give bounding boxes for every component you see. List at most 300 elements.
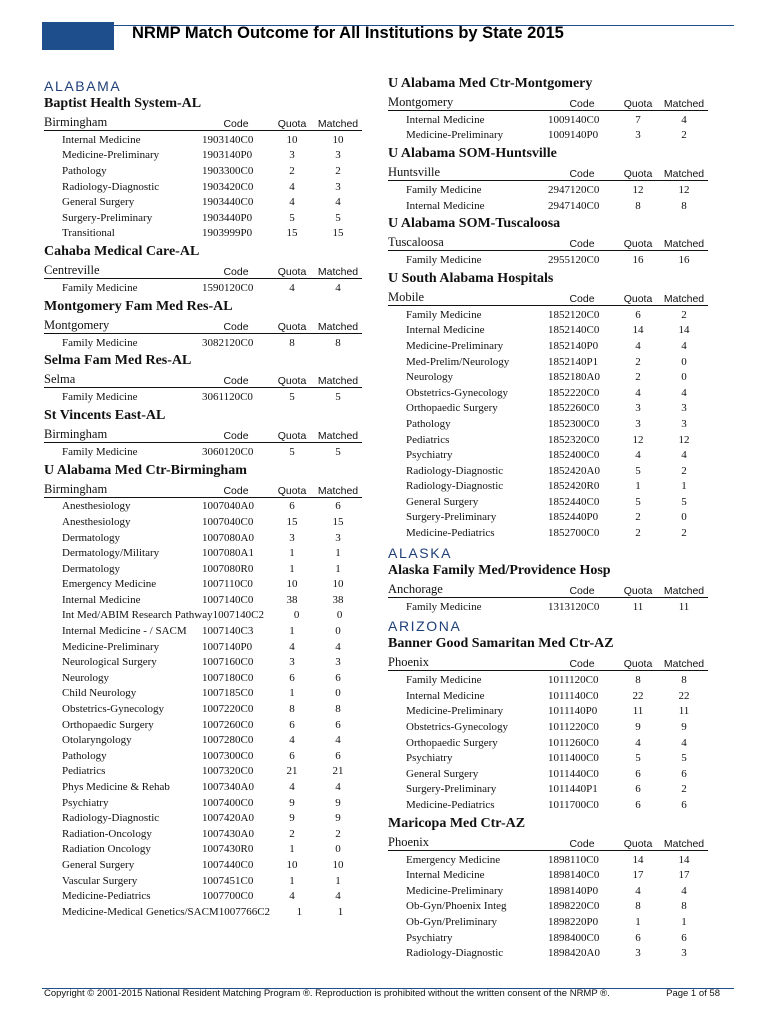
quota-header: Quota xyxy=(623,238,653,251)
program-code: 1590120C0 xyxy=(202,281,254,294)
page-title: NRMP Match Outcome for All Institutions by State 2015 xyxy=(132,24,564,42)
program-matched: 3 xyxy=(335,531,341,544)
program-code: 1903140P0 xyxy=(202,149,253,162)
program-matched: 9 xyxy=(335,812,341,825)
program-row xyxy=(44,795,362,811)
program-matched: 10 xyxy=(332,578,344,591)
program-quota: 8 xyxy=(289,336,295,349)
program-row xyxy=(388,432,708,448)
program-quota: 5 xyxy=(635,464,641,477)
program-code: 1852260C0 xyxy=(548,402,600,415)
program-name: Emergency Medicine xyxy=(406,853,501,866)
program-code: 1852300C0 xyxy=(548,417,600,430)
program-row xyxy=(388,914,708,930)
program-code: 1011440C0 xyxy=(548,767,599,780)
program-name: Otolaryngology xyxy=(62,734,132,747)
code-header: Code xyxy=(223,484,249,497)
program-quota: 7 xyxy=(635,113,641,126)
quota-header: Quota xyxy=(623,168,653,181)
institution-name: Cahaba Medical Care-AL xyxy=(44,244,200,260)
program-code: 1007180C0 xyxy=(202,671,254,684)
matched-header: Matched xyxy=(663,292,705,305)
program-name: Radiation-Oncology xyxy=(62,827,152,840)
program-quota: 8 xyxy=(635,199,641,212)
program-name: Emergency Medicine xyxy=(62,578,157,591)
program-quota: 6 xyxy=(289,718,295,731)
city-name: Phoenix xyxy=(388,655,429,670)
program-row xyxy=(44,904,362,920)
institution-name: U Alabama SOM-Tuscaloosa xyxy=(388,216,561,232)
program-name: Internal Medicine xyxy=(406,689,485,702)
program-name: Obstetrics-Gynecology xyxy=(406,721,509,734)
program-matched: 8 xyxy=(335,703,341,716)
program-row xyxy=(388,672,708,688)
program-quota: 9 xyxy=(635,721,641,734)
program-quota: 16 xyxy=(632,254,644,267)
program-code: 1852120C0 xyxy=(548,308,600,321)
program-code: 1007040C0 xyxy=(202,515,254,528)
program-row xyxy=(44,717,362,733)
program-name: Internal Medicine xyxy=(62,593,141,606)
program-row xyxy=(388,782,708,798)
program-matched: 8 xyxy=(681,674,687,687)
program-code: 1007110C0 xyxy=(202,578,253,591)
program-row xyxy=(388,599,708,615)
program-code: 1852440C0 xyxy=(548,495,600,508)
program-code: 1011700C0 xyxy=(548,799,599,812)
code-header: Code xyxy=(569,98,595,110)
matched-header: Matched xyxy=(317,429,359,442)
program-quota: 21 xyxy=(286,765,298,778)
program-matched: 2 xyxy=(681,527,687,540)
program-matched: 2 xyxy=(681,464,687,477)
program-matched: 6 xyxy=(681,767,687,780)
program-name: Transitional xyxy=(62,227,115,240)
program-matched: 15 xyxy=(332,227,344,240)
program-matched: 9 xyxy=(681,721,687,734)
program-row xyxy=(44,686,362,702)
program-code: 2955120C0 xyxy=(548,254,600,267)
program-quota: 3 xyxy=(635,417,641,430)
program-name: Psychiatry xyxy=(406,449,453,462)
matched-header: Matched xyxy=(663,837,705,850)
program-quota: 9 xyxy=(289,812,295,825)
institution-block xyxy=(44,408,362,460)
program-row xyxy=(388,198,708,214)
program-name: Family Medicine xyxy=(406,674,482,687)
institution-block xyxy=(388,216,708,268)
city-name: Huntsville xyxy=(388,165,441,180)
program-matched: 6 xyxy=(681,931,687,944)
program-name: Orthopaedic Surgery xyxy=(62,718,154,731)
program-code: 1852320C0 xyxy=(548,433,600,446)
program-row xyxy=(44,545,362,561)
city-header-row xyxy=(388,833,708,851)
institution-block xyxy=(44,244,362,296)
program-code: 1898110C0 xyxy=(548,853,599,866)
program-matched: 1 xyxy=(335,547,341,560)
city-header-row xyxy=(388,163,708,181)
program-name: Family Medicine xyxy=(406,308,482,321)
program-quota: 2 xyxy=(635,355,641,368)
program-row xyxy=(388,852,708,868)
program-code: 1007280C0 xyxy=(202,734,254,747)
program-quota: 4 xyxy=(289,890,295,903)
program-code: 1007080A0 xyxy=(202,531,254,544)
program-name: Internal Medicine xyxy=(406,199,485,212)
program-name: Dermatology xyxy=(62,562,121,575)
program-code: 1898220C0 xyxy=(548,900,600,913)
program-name: General Surgery xyxy=(406,767,479,780)
program-row xyxy=(44,179,362,195)
program-row xyxy=(388,128,708,144)
program-code: 1852700C0 xyxy=(548,527,600,540)
program-code: 1852140P1 xyxy=(548,355,599,368)
program-code: 3082120C0 xyxy=(202,336,254,349)
program-row xyxy=(388,479,708,495)
program-matched: 4 xyxy=(681,113,687,126)
institution-block xyxy=(388,816,708,961)
program-name: Internal Medicine - / SACM xyxy=(62,625,187,638)
program-name: Med-Prelim/Neurology xyxy=(406,355,510,368)
program-quota: 12 xyxy=(632,433,644,446)
code-header: Code xyxy=(223,266,249,279)
program-code: 1007766C2 xyxy=(218,905,271,918)
program-matched: 2 xyxy=(681,783,687,796)
quota-header: Quota xyxy=(277,266,307,279)
matched-header: Matched xyxy=(317,484,359,497)
matched-header: Matched xyxy=(663,98,705,110)
program-name: Medicine-Medical Genetics/SACM xyxy=(62,905,219,918)
city-name: Mobile xyxy=(388,289,425,304)
program-quota: 8 xyxy=(635,900,641,913)
city-name: Montgomery xyxy=(44,317,110,332)
institution-name: U Alabama Med Ctr-Birmingham xyxy=(44,462,247,478)
program-quota: 5 xyxy=(289,211,295,224)
program-name: Family Medicine xyxy=(62,445,138,458)
program-matched: 16 xyxy=(678,254,690,267)
program-quota: 1 xyxy=(289,687,295,700)
program-code: 1007400C0 xyxy=(202,796,254,809)
program-name: Obstetrics-Gynecology xyxy=(406,386,509,399)
program-code: 1007220C0 xyxy=(202,703,254,716)
city-header-row xyxy=(44,316,362,334)
program-quota: 11 xyxy=(632,705,644,718)
program-quota: 4 xyxy=(635,736,641,749)
program-row xyxy=(388,735,708,751)
city-header-row xyxy=(44,113,362,131)
program-name: Obstetrics-Gynecology xyxy=(62,703,165,716)
program-matched: 6 xyxy=(681,799,687,812)
program-quota: 4 xyxy=(289,734,295,747)
matched-header: Matched xyxy=(663,168,705,181)
program-quota: 4 xyxy=(635,449,641,462)
program-code: 1007080R0 xyxy=(202,562,254,575)
program-row xyxy=(44,810,362,826)
program-name: Dermatology/Military xyxy=(62,547,160,560)
program-code: 1852420R0 xyxy=(548,480,600,493)
program-matched: 2 xyxy=(681,129,687,142)
program-quota: 4 xyxy=(289,640,295,653)
program-name: Neurology xyxy=(62,671,110,684)
program-row xyxy=(388,338,708,354)
page-number: Page 1 of 58 xyxy=(666,988,720,999)
institution-name: U Alabama Med Ctr-Montgomery xyxy=(388,76,593,91)
program-row xyxy=(388,750,708,766)
program-quota: 2 xyxy=(289,164,295,177)
program-code: 1011120C0 xyxy=(548,674,599,687)
program-quota: 1 xyxy=(635,480,641,493)
program-row xyxy=(44,210,362,226)
program-name: Medicine-Preliminary xyxy=(406,339,504,352)
program-matched: 3 xyxy=(335,656,341,669)
program-quota: 38 xyxy=(286,593,298,606)
program-name: Radiology-Diagnostic xyxy=(406,947,504,960)
program-name: Medicine-Preliminary xyxy=(62,640,160,653)
program-code: 1852140C0 xyxy=(548,324,600,337)
program-matched: 4 xyxy=(335,734,341,747)
footer xyxy=(44,988,720,999)
program-name: Medicine-Pediatrics xyxy=(406,799,495,812)
program-matched: 38 xyxy=(332,593,344,606)
code-header: Code xyxy=(223,429,249,442)
program-code: 1903140C0 xyxy=(202,133,254,146)
city-name: Selma xyxy=(44,372,76,387)
program-quota: 22 xyxy=(632,689,644,702)
program-matched: 8 xyxy=(681,199,687,212)
program-code: 1007140C2 xyxy=(212,609,264,622)
program-name: Internal Medicine xyxy=(406,324,485,337)
code-header: Code xyxy=(569,837,595,850)
program-quota: 6 xyxy=(635,308,641,321)
program-matched: 3 xyxy=(681,402,687,415)
code-header: Code xyxy=(569,658,595,671)
program-name: Family Medicine xyxy=(62,281,138,294)
program-quota: 4 xyxy=(289,196,295,209)
program-name: Medicine-Preliminary xyxy=(62,149,160,162)
copyright-notice: Copyright © 2001-2015 National Resident Matching Program ®. Reproduction is prohibited without the written consent of the NRMP ®. xyxy=(44,988,610,999)
program-code: 1852140P0 xyxy=(548,339,599,352)
institution-name: Montgomery Fam Med Res-AL xyxy=(44,298,233,314)
program-name: Child Neurology xyxy=(62,687,137,700)
program-name: Internal Medicine xyxy=(406,113,485,126)
program-matched: 3 xyxy=(681,417,687,430)
program-row xyxy=(44,561,362,577)
institution-name: Selma Fam Med Res-AL xyxy=(44,353,192,369)
city-header-row xyxy=(388,288,708,306)
program-name: Neurological Surgery xyxy=(62,656,157,669)
program-row xyxy=(388,525,708,541)
program-matched: 3 xyxy=(681,947,687,960)
program-quota: 4 xyxy=(635,386,641,399)
program-row xyxy=(44,194,362,210)
city-header-row xyxy=(388,233,708,251)
program-matched: 6 xyxy=(335,749,341,762)
city-name: Phoenix xyxy=(388,834,429,849)
program-name: Pediatrics xyxy=(406,433,450,446)
program-code: 1011400C0 xyxy=(548,752,599,765)
program-matched: 1 xyxy=(337,905,344,918)
city-header-row xyxy=(388,93,708,111)
program-quota: 17 xyxy=(632,869,644,882)
program-quota: 1 xyxy=(289,874,295,887)
program-code: 1007185C0 xyxy=(202,687,254,700)
matched-header: Matched xyxy=(663,658,705,671)
program-row xyxy=(388,688,708,704)
institution-name: Maricopa Med Ctr-AZ xyxy=(388,815,526,831)
quota-header: Quota xyxy=(277,320,307,333)
institution-block xyxy=(44,299,362,351)
program-matched: 4 xyxy=(681,736,687,749)
program-matched: 21 xyxy=(332,765,344,778)
program-code: 1007430A0 xyxy=(202,827,254,840)
program-matched: 5 xyxy=(335,391,341,404)
program-row xyxy=(44,826,362,842)
program-name: Family Medicine xyxy=(406,600,482,613)
program-row xyxy=(44,148,362,164)
state-heading: ALABAMA xyxy=(44,78,122,94)
program-name: Orthopaedic Surgery xyxy=(406,736,498,749)
city-name: Montgomery xyxy=(388,95,454,109)
program-row xyxy=(388,797,708,813)
program-row xyxy=(388,252,708,268)
program-quota: 5 xyxy=(635,495,641,508)
program-code: 1011260C0 xyxy=(548,736,599,749)
program-quota: 1 xyxy=(289,562,295,575)
program-row xyxy=(388,883,708,899)
code-header: Code xyxy=(223,320,249,333)
city-name: Birmingham xyxy=(44,481,108,496)
program-name: Neurology xyxy=(406,371,454,384)
program-row xyxy=(44,514,362,530)
program-row xyxy=(44,888,362,904)
program-name: Psychiatry xyxy=(406,931,453,944)
city-header-row xyxy=(388,653,708,671)
program-code: 1903440C0 xyxy=(202,196,254,209)
program-matched: 5 xyxy=(335,211,341,224)
program-name: Radiation Oncology xyxy=(62,843,151,856)
program-code: 1852400C0 xyxy=(548,449,600,462)
city-name: Birmingham xyxy=(44,426,108,441)
institution-block xyxy=(388,271,708,541)
program-matched: 15 xyxy=(332,515,344,528)
program-matched: 6 xyxy=(335,500,341,513)
program-code: 1313120C0 xyxy=(548,600,600,613)
program-code: 1007140P0 xyxy=(202,640,253,653)
program-quota: 2 xyxy=(635,527,641,540)
program-quota: 5 xyxy=(635,752,641,765)
program-code: 2947120C0 xyxy=(548,183,600,196)
program-matched: 11 xyxy=(678,600,690,613)
program-name: Radiology-Diagnostic xyxy=(406,464,504,477)
program-row xyxy=(44,444,362,460)
program-code: 2947140C0 xyxy=(548,199,600,212)
program-row xyxy=(388,401,708,417)
program-name: Family Medicine xyxy=(406,254,482,267)
program-matched: 0 xyxy=(681,355,687,368)
program-row xyxy=(44,654,362,670)
program-quota: 3 xyxy=(289,531,295,544)
quota-header: Quota xyxy=(623,98,653,110)
program-matched: 0 xyxy=(336,609,343,622)
program-name: Radiology-Diagnostic xyxy=(62,812,160,825)
program-quota: 3 xyxy=(635,129,641,142)
program-code: 1011140C0 xyxy=(548,689,599,702)
institution-name: St Vincents East-AL xyxy=(44,407,166,423)
program-row xyxy=(388,867,708,883)
program-name: Phys Medicine & Rehab xyxy=(62,781,170,794)
program-row xyxy=(44,163,362,179)
program-quota: 1 xyxy=(289,547,295,560)
program-row xyxy=(388,494,708,510)
institution-name: U Alabama SOM-Huntsville xyxy=(388,146,557,162)
program-quota: 14 xyxy=(632,324,644,337)
program-quota: 4 xyxy=(289,180,295,193)
quota-header: Quota xyxy=(623,837,653,850)
program-row xyxy=(388,899,708,915)
matched-header: Matched xyxy=(317,266,359,279)
program-quota: 1 xyxy=(289,625,295,638)
matched-header: Matched xyxy=(317,320,359,333)
program-row xyxy=(44,592,362,608)
program-row xyxy=(44,779,362,795)
program-matched: 5 xyxy=(335,445,341,458)
program-row xyxy=(44,857,362,873)
program-row xyxy=(388,930,708,946)
program-row xyxy=(44,873,362,889)
city-header-row xyxy=(44,370,362,388)
program-code: 1852440P0 xyxy=(548,511,599,524)
program-matched: 4 xyxy=(681,339,687,352)
program-quota: 5 xyxy=(289,445,295,458)
program-matched: 0 xyxy=(681,511,687,524)
program-name: Pathology xyxy=(406,417,451,430)
quota-header: Quota xyxy=(623,292,653,305)
program-code: 1011140P0 xyxy=(548,705,598,718)
program-row xyxy=(44,748,362,764)
program-name: Pediatrics xyxy=(62,765,106,778)
program-quota: 10 xyxy=(286,858,298,871)
program-code: 1011440P1 xyxy=(548,783,598,796)
program-name: Medicine-Preliminary xyxy=(406,129,504,142)
program-code: 1007340A0 xyxy=(202,781,254,794)
quota-header: Quota xyxy=(277,429,307,442)
program-name: General Surgery xyxy=(406,495,479,508)
program-quota: 15 xyxy=(286,227,298,240)
program-name: Vascular Surgery xyxy=(62,874,138,887)
institution-name: Baptist Health System-AL xyxy=(44,96,202,111)
program-name: Radiology-Diagnostic xyxy=(406,480,504,493)
city-name: Anchorage xyxy=(388,581,443,596)
program-quota: 8 xyxy=(289,703,295,716)
program-matched: 2 xyxy=(335,164,341,177)
matched-header: Matched xyxy=(317,118,359,130)
program-quota: 14 xyxy=(632,853,644,866)
program-row xyxy=(44,764,362,780)
program-quota: 15 xyxy=(286,515,298,528)
program-row xyxy=(44,670,362,686)
program-code: 1007440C0 xyxy=(202,858,254,871)
program-matched: 2 xyxy=(681,308,687,321)
program-matched: 12 xyxy=(678,433,690,446)
program-matched: 1 xyxy=(681,480,687,493)
code-header: Code xyxy=(569,168,595,181)
program-quota: 9 xyxy=(289,796,295,809)
program-code: 1007430R0 xyxy=(202,843,254,856)
quota-header: Quota xyxy=(277,118,307,130)
program-row xyxy=(388,307,708,323)
program-name: Family Medicine xyxy=(62,336,138,349)
